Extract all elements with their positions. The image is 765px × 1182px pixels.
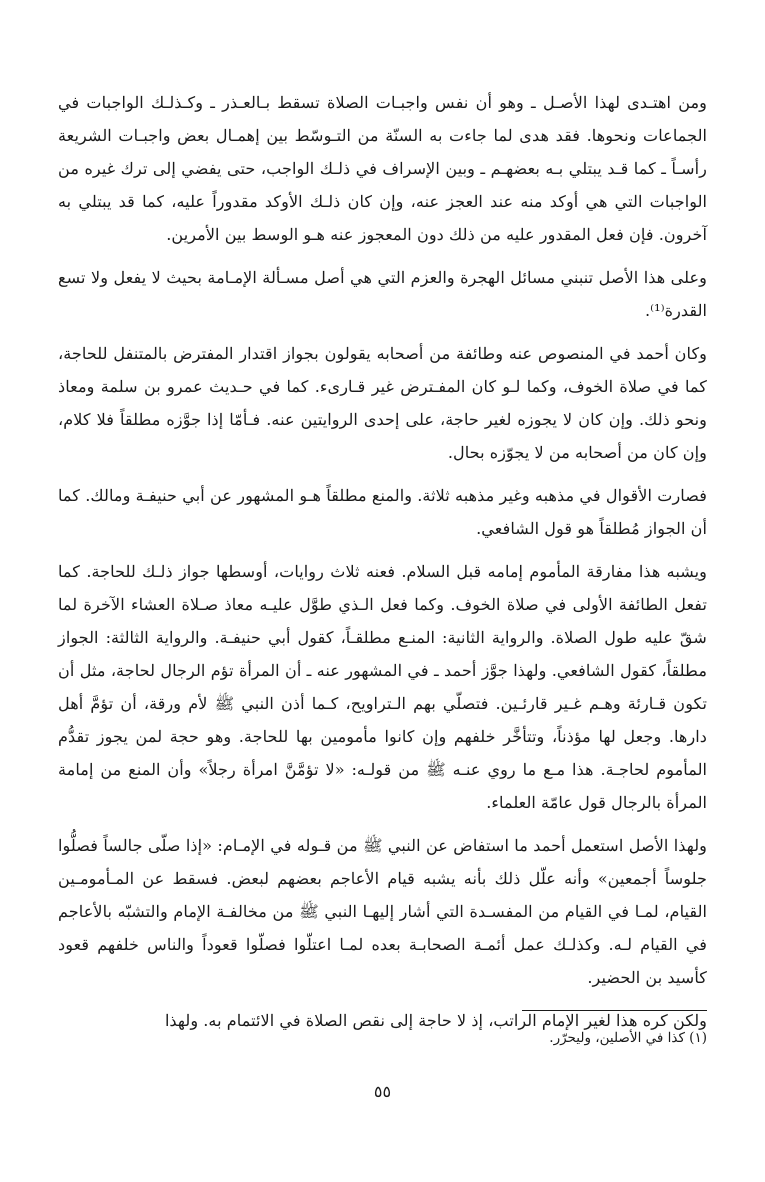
footnote-divider xyxy=(522,1010,707,1011)
paragraph: فصارت الأقوال في مذهبه وغير مذهبه ثلاثة. والمنع مطلقاً هـو المشهور عن أبي حنيفـة ومالك. كما أن الجواز مُطلقاً هو قول الشافعي. xyxy=(58,486,707,538)
paragraph: وعلى هذا الأصل تنبني مسائل الهجرة والعزم التي هي أصل مسـألة الإمـامة بحيث لا يفعل ولا تسع القدرة⁽¹⁾. xyxy=(58,268,707,320)
page-number: ٥٥ xyxy=(373,1082,392,1101)
body-text xyxy=(58,86,707,1037)
paragraph: ولهذا الأصل استعمل أحمد ما استفاض عن النبي ﷺ من قـوله في الإمـام: «إذا صلّى جالساً فصلُّوا جلوساً أجمعين» وأنه علّل ذلك بأنه يشبه قيام الأعاجم بعضهم لبعض. فسقط عن المـأمومـين القيام، لمـا في القيام من المفسـدة التي أشار إليهـا النبي ﷺ من مخالفـة الإمام والتشبّه بالأعاجم في القيام لـه. وكذلـك عمل أئمـة الصحابـة بعده لمـا اعتلّوا فصلّوا قعوداً والناس خلفهم قعود كأسيد بن الحضير. xyxy=(58,836,707,987)
paragraph: ولكن كره هذا لغير الإمام الراتب، إذ لا حاجة إلى نقص الصلاة في الائتمام به. ولهذا xyxy=(164,1011,707,1030)
footnote: (١) كذا في الأصلين، وليحرّر. xyxy=(549,1030,707,1046)
paragraph: ومن اهتـدى لهذا الأصـل ـ وهو أن نفس واجبـات الصلاة تسقط بـالعـذر ـ وكـذلـك الواجبات في الجماعات ونحوها. فقد هدى لما جاءت به السنّة من التـوسّط بين إهمـال بعض واجبـات الشريعة رأسـاً ـ كما قـد يبتلي بـه بعضهـم ـ وبين الإسراف في ذلـك الواجب، حتى يفضي إلى ترك غيره من الواجبات التي هي أوكد منه عند العجز عنه، وإن كان ذلـك الأوكد مقدوراً عليه، كما قد يبتلي به آخرون. فإن فعل المقدور عليه من ذلك دون المعجوز عنه هـو الوسط بين الأمرين. xyxy=(58,93,707,244)
paragraph: وكان أحمد في المنصوص عنه وطائفة من أصحابه يقولون بجواز اقتدار المفترض بالمتنفل للحاجة، كما في صلاة الخوف، وكما لـو كان المفـترض غير قـارىء. كما في حـديث عمرو بن سلمة ومعاذ ونحو ذلك. وإن كان لا يجوزه لغير حاجة، على إحدى الروايتين عنه. فـأمّا إذا جوَّزه مطلقاً فلا كلام، وإن كان من أصحابه من لا يجوّزه بحال. xyxy=(58,344,707,462)
paragraph: ويشبه هذا مفارقة المأموم إمامه قبل السلام. فعنه ثلاث روايات، أوسطها جواز ذلـك للحاجة. كما تفعل الطائفة الأولى في صلاة الخوف. وكما فعل الـذي طوَّل عليـه معاذ صـلاة العشاء الآخرة لما شقّ عليه طول الصلاة. والرواية الثانية: المنـع مطلقـاً، كقول أبي حنيفـة. والرواية الثالثة: الجواز مطلقاً، كقول الشافعي. ولهذا جوَّز أحمد ـ في المشهور عنه ـ أن المرأة تؤم الرجال لحاجة، مثل أن تكون قـارئة وهـم غـير قارئـين. فتصلّي بهم الـتراويح، كـما أذن النبي ﷺ لأم ورقة، أن تؤمَّ أهل دارها. وجعل لها مؤذناً، وتتأخَّر خلفهم وإن كانوا مأمومين بها للحاجة. وهو حجة لمن يجوز تقدُّم المأموم لحاجـة. هذا مـع ما روي عنـه ﷺ من قولـه: «لا تؤمَّنَّ امرأة رجلاً» وأن المنع من إمامة المرأة بالرجال قول عامّة العلماء. xyxy=(58,562,707,812)
